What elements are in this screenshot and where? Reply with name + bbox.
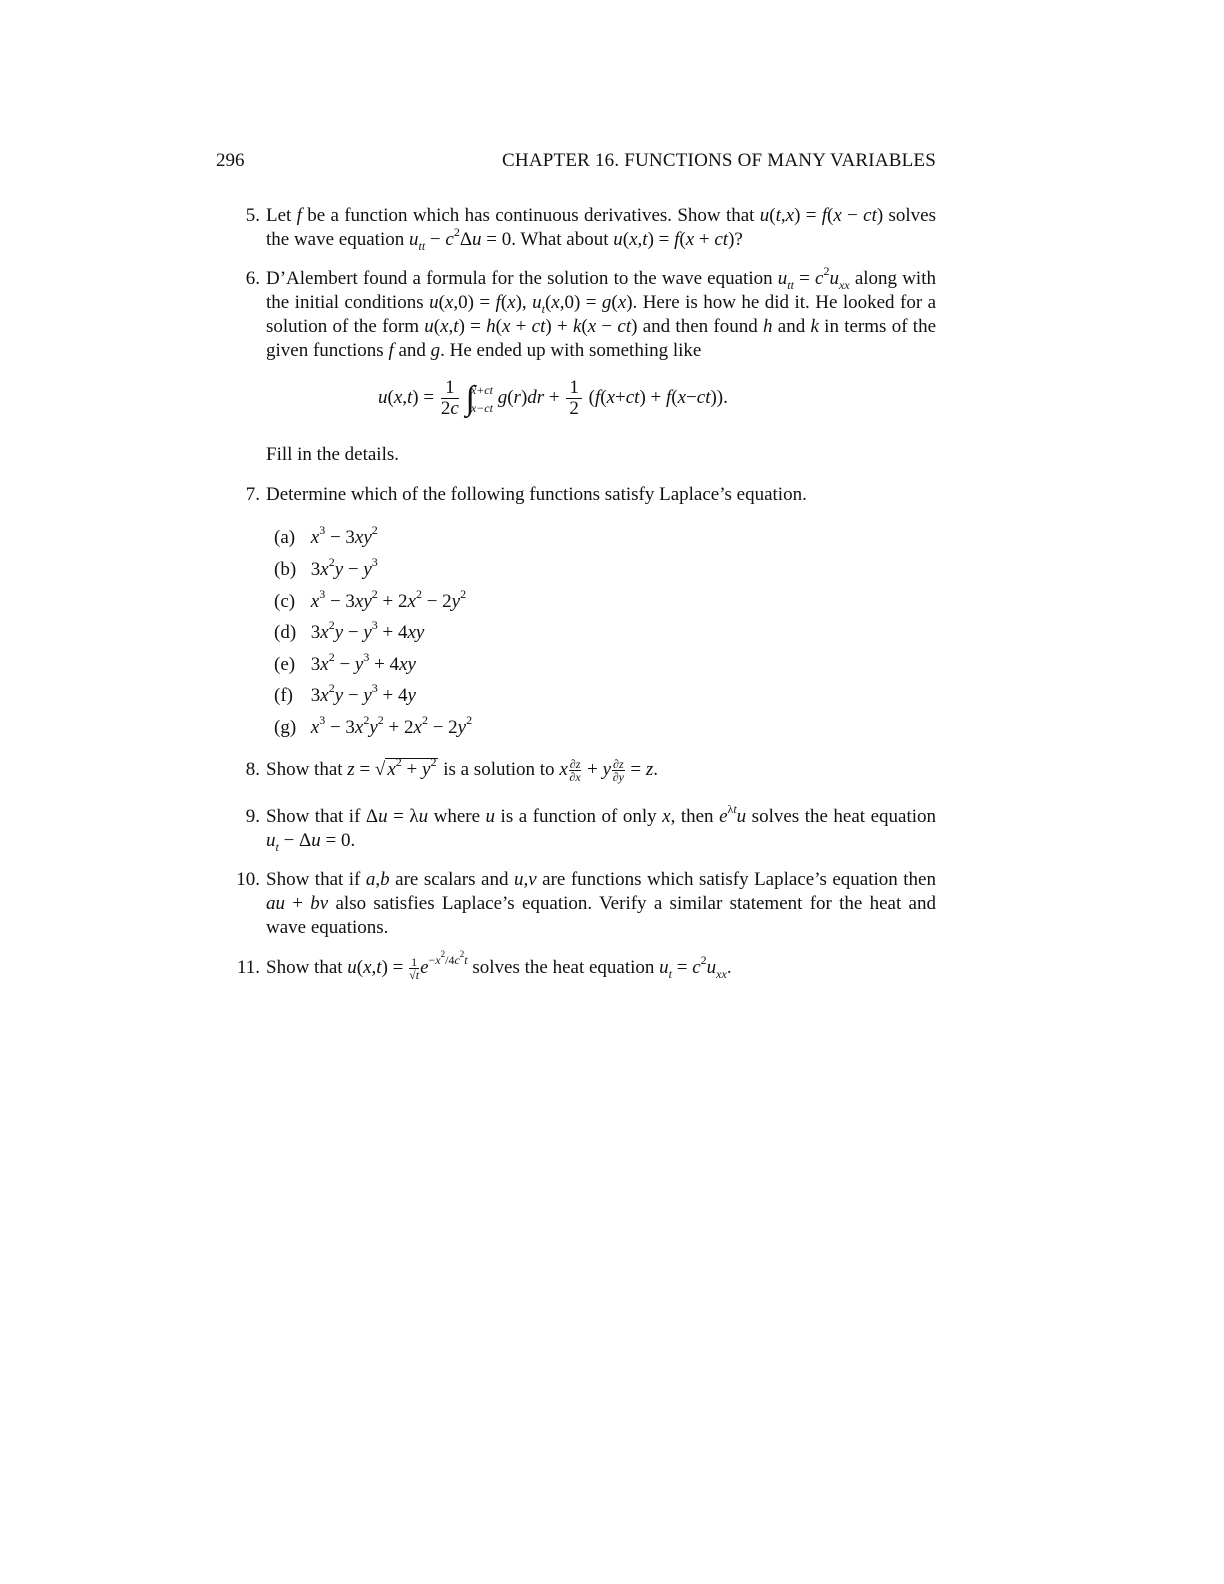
dalembert-formula: u(x,t) = $\frac{1}{2c}$ ∫ x+ct x−ct g(r)dr + $\frac{1}{2}$ (f(x+ct) + f(x−ct)). xyxy=(378,377,728,419)
problem-text: Let f be a function which has continuous derivatives. Show that u(t,x) = f(x − ct) solves the wave equation $u_{tt} - c^2\Delta u = 0$. What about u(x,t) = f(x + ct)? xyxy=(266,205,936,253)
problem-number: 7. xyxy=(245,484,260,505)
problem-number: 5. xyxy=(245,205,260,226)
problem-text: Determine which of the following functions satisfy Laplace’s equation. xyxy=(266,484,807,505)
list-item: (a) $x^3 - 3xy^2$ xyxy=(274,522,378,548)
chapter-title: CHAPTER 16. FUNCTIONS OF MANY VARIABLES xyxy=(502,150,936,171)
problem-text: Show that if Δu = λu where u is a function of only x, then $e^{\lambda t}u$ solves the heat equation $u_t - \Delta u = 0$. xyxy=(266,801,936,854)
problem-7 xyxy=(245,483,936,507)
item-label: (c) xyxy=(274,591,296,612)
list-item: (g) $x^3 - 3x^2y^2 + 2x^2 - 2y^2$ xyxy=(274,712,473,738)
list-item: (d) $3x^2y - y^3 + 4xy$ xyxy=(274,617,425,643)
item-label: (d) xyxy=(274,622,297,643)
item-label: (b) xyxy=(274,559,297,580)
list-item: (b) $3x^2y - y^3$ xyxy=(274,554,378,580)
list-item: (e) $3x^2 - y^3 + 4xy$ xyxy=(274,649,416,675)
problem-text: Show that u(x,t) = $\frac{1}{√t}$ $e^{-x^2/4c^2t}$ solves the heat equation $u_t = c^2u_{xx}$. xyxy=(266,948,732,983)
item-label: (f) xyxy=(274,685,293,706)
page-number: 296 xyxy=(216,150,245,171)
problem-6-tail: Fill in the details. xyxy=(266,444,399,465)
problem-number: 8. xyxy=(245,759,260,780)
item-label: (e) xyxy=(274,654,296,675)
problem-5 xyxy=(245,204,936,253)
problem-number: 6. xyxy=(245,268,260,289)
problem-10 xyxy=(236,868,936,940)
problem-number: 9. xyxy=(245,806,260,827)
problem-8 xyxy=(245,754,936,785)
problem-text: Show that if a,b are scalars and u,v are functions which satisfy Laplace’s equation then au + bv also satisfies Laplace’s equation. Verify a similar statement for the heat and wave equations. xyxy=(266,869,936,938)
item-label: (g) xyxy=(274,717,297,738)
list-item: (c) $x^3 - 3xy^2 + 2x^2 - 2y^2$ xyxy=(274,586,467,612)
problem-number: 10. xyxy=(236,869,260,890)
problem-text: D’Alembert found a formula for the solution to the wave equation $u_{tt} = c^2u_{xx}$ along with the initial conditions u(x,0) = f(x), $u_t(x,0) = g(x)$. Here is how he did it. He looked for a solution of the form u(x,t) = h(x + ct) + k(x − ct) and then found h and k in terms of the given functions f and g. He ended up with something like xyxy=(266,263,937,361)
list-item: (f) $3x^2y - y^3 + 4y$ xyxy=(274,680,416,706)
problem-text: Show that z = √ $x^2 + y^2$ is a solution to x $\frac{\partial z}{\partial x}$ + y $\frac{\partial z}{\partial y}$ = z. xyxy=(266,754,658,785)
problem-number: 11. xyxy=(236,957,260,978)
problem-11 xyxy=(236,948,936,983)
item-label: (a) xyxy=(274,527,296,548)
problem-6 xyxy=(245,263,937,363)
problem-9 xyxy=(245,801,936,854)
